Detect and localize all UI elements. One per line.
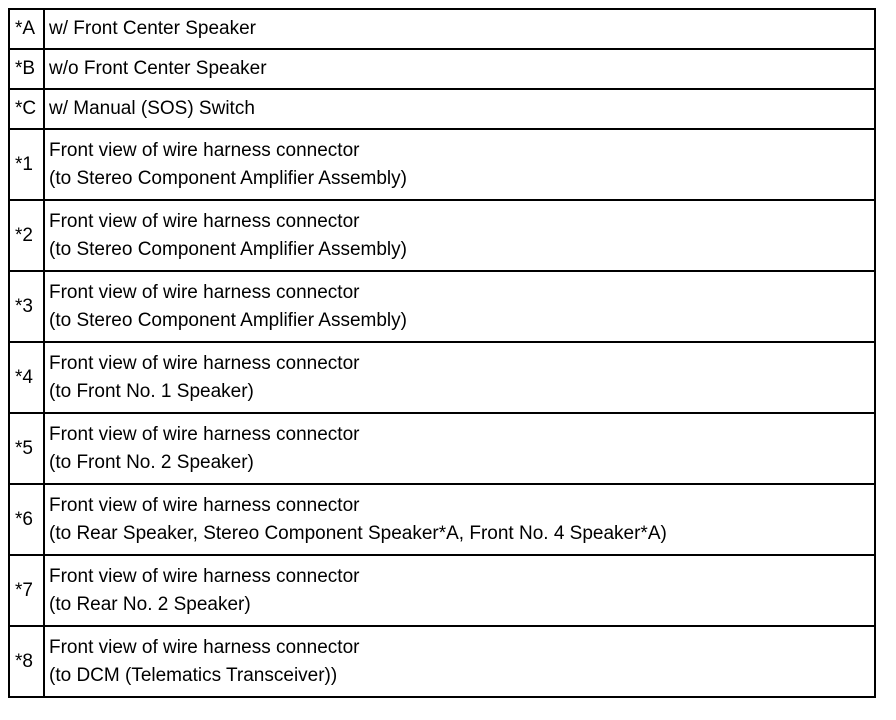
legend-description (44, 200, 875, 271)
table-row (9, 200, 875, 271)
table-row (9, 626, 875, 697)
legend-description (44, 555, 875, 626)
legend-table-body (9, 9, 875, 697)
description-line: (to Rear No. 2 Speaker) (49, 593, 251, 615)
table-row (9, 342, 875, 413)
legend-key: *A (9, 9, 44, 49)
legend-key: *7 (9, 555, 44, 626)
description-line: (to Front No. 2 Speaker) (49, 451, 254, 473)
legend-key: *5 (9, 413, 44, 484)
description-line: w/o Front Center Speaker (49, 58, 267, 79)
description-line: Front view of wire harness connector (49, 494, 360, 516)
description-line: (to Stereo Component Amplifier Assembly) (49, 309, 407, 331)
table-row (9, 9, 875, 49)
description-line: Front view of wire harness connector (49, 565, 360, 587)
legend-key: *2 (9, 200, 44, 271)
description-line: (to DCM (Telematics Transceiver)) (49, 664, 338, 686)
table-row (9, 555, 875, 626)
legend-key: *3 (9, 271, 44, 342)
legend-description (44, 129, 875, 200)
legend-description (44, 9, 875, 49)
description-line: (to Stereo Component Amplifier Assembly) (49, 238, 407, 260)
description-line: w/ Front Center Speaker (49, 18, 256, 39)
legend-description (44, 413, 875, 484)
legend-description (44, 484, 875, 555)
legend-key: *4 (9, 342, 44, 413)
legend-description (44, 49, 875, 89)
legend-description (44, 271, 875, 342)
table-row (9, 271, 875, 342)
table-row (9, 484, 875, 555)
description-line: w/ Manual (SOS) Switch (49, 98, 255, 119)
legend-description (44, 626, 875, 697)
description-line: (to Front No. 1 Speaker) (49, 380, 254, 402)
description-line: Front view of wire harness connector (49, 636, 360, 658)
description-line: Front view of wire harness connector (49, 281, 360, 303)
legend-table (8, 8, 876, 698)
legend-description (44, 342, 875, 413)
legend-key: *8 (9, 626, 44, 697)
description-line: (to Stereo Component Amplifier Assembly) (49, 167, 407, 189)
legend-key: *6 (9, 484, 44, 555)
table-row (9, 89, 875, 129)
description-line: Front view of wire harness connector (49, 423, 360, 445)
table-row (9, 413, 875, 484)
description-line: (to Rear Speaker, Stereo Component Speaker*A, Front No. 4 Speaker*A) (49, 522, 667, 544)
legend-description (44, 89, 875, 129)
legend-key: *1 (9, 129, 44, 200)
description-line: Front view of wire harness connector (49, 139, 360, 161)
legend-key: *C (9, 89, 44, 129)
description-line: Front view of wire harness connector (49, 352, 360, 374)
table-row (9, 49, 875, 89)
description-line: Front view of wire harness connector (49, 210, 360, 232)
legend-key: *B (9, 49, 44, 89)
table-row (9, 129, 875, 200)
